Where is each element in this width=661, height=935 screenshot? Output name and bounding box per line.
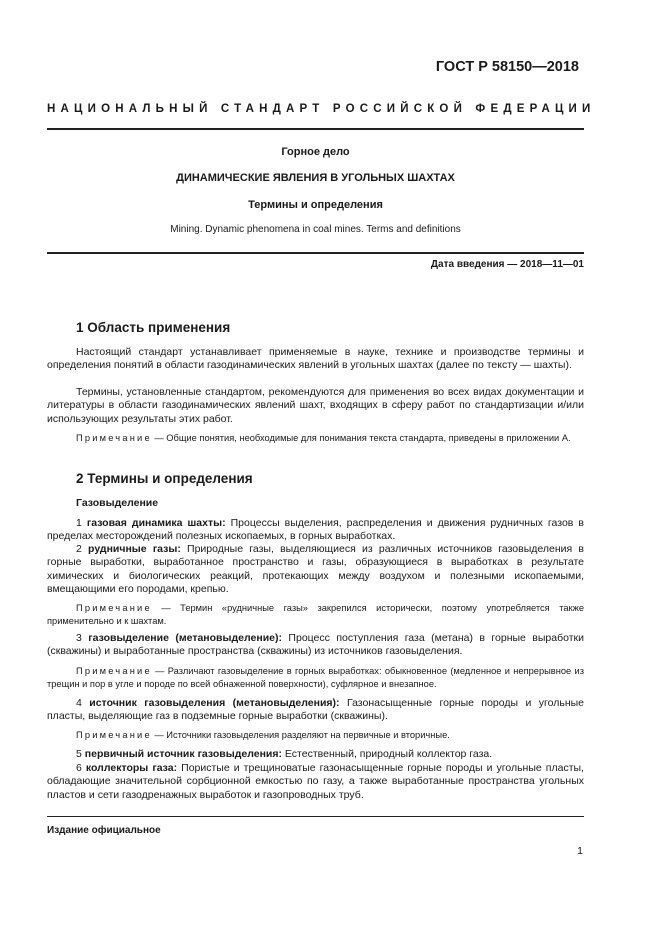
term-6-term: коллекторы газа: <box>85 762 178 774</box>
note-text: — Источники газовыделения разделяют на первичные и вторичные. <box>151 730 450 740</box>
document-subject: Горное дело <box>281 146 350 158</box>
term-1-term: газовая динамика шахты: <box>86 517 226 529</box>
term-1-number: 1 <box>76 517 87 529</box>
note-label: Примечание <box>76 433 152 443</box>
introduction-date: Дата введения — 2018—11—01 <box>430 259 584 270</box>
term-2-note <box>47 602 584 629</box>
term-3-definition: Процесс поступления газа (метана) в горные выработки (скважины) и выработанные пространства (скважины) из источников газовыделения. <box>47 632 585 658</box>
term-6-number: 6 <box>76 762 86 774</box>
note-text: — Термин «рудничные газы» закрепился исторически, поэтому употребляется также применительно и к шахтам. <box>47 603 584 627</box>
term-5-term: первичный источник газовыделения: <box>84 748 282 760</box>
note-text: — Различают газовыделение в горных выработках: обыкновенное (медленное и непрерывное из трещин и пор в угле и породе по всей обнаженной поверхности), суфлярное и внезапное. <box>47 666 584 690</box>
document-code: ГОСТ Р 58150—2018 <box>435 59 579 75</box>
document-title-english: Mining. Dynamic phenomena in coal mines. Terms and definitions <box>170 224 461 235</box>
footer-divider <box>47 816 584 817</box>
section-1-paragraph-1-text: Настоящий стандарт устанавливает применяемые в науке, технике и производстве термины и определения понятий в области газодинамических явлений в угольных шахтах (далее по тексту — шахты). <box>47 346 584 372</box>
term-1-definition: Процессы выделения, распределения и движения рудничных газов в пределах месторождений полезных ископаемых, в горных выработках. <box>47 517 584 543</box>
note-label: Примечание <box>76 666 152 676</box>
term-3 <box>47 632 584 659</box>
document-title: ДИНАМИЧЕСКИЕ ЯВЛЕНИЯ В УГОЛЬНЫХ ШАХТАХ <box>176 172 455 184</box>
term-2 <box>47 543 584 596</box>
document-subtitle: Термины и определения <box>248 199 383 211</box>
page-number: 1 <box>577 845 583 857</box>
title-divider <box>47 252 584 254</box>
section-1-paragraph-2 <box>47 386 584 426</box>
term-2-term: рудничные газы: <box>88 543 181 555</box>
term-5-number: 5 <box>76 748 85 760</box>
term-group-heading: Газовыделение <box>76 497 159 509</box>
official-edition-label: Издание официальное <box>47 825 161 836</box>
term-5 <box>47 748 584 761</box>
note-label: Примечание <box>76 730 152 740</box>
term-4-note <box>47 729 584 742</box>
term-2-definition: Природные газы, выделяющиеся из различных источников газовыделения в горные выработки, выработанное пространство и газы, образующиеся в выработках в результате химических и биологических реакций, протекающих между воздухом и полезными ископаемыми, вмещающими его породами, крепью. <box>47 543 584 595</box>
header-divider <box>47 128 584 130</box>
section-1-heading: 1 Область применения <box>76 320 231 335</box>
note-label: Примечание <box>76 603 152 613</box>
national-standard-heading: НАЦИОНАЛЬНЫЙ СТАНДАРТ РОССИЙСКОЙ ФЕДЕРАЦИИ <box>47 103 596 115</box>
term-4-definition: Газонасыщенные горные породы и угольные пласты, выделяющие газ в подземные горные выработки (скважины). <box>47 697 584 723</box>
term-1 <box>47 517 584 544</box>
term-4-number: 4 <box>76 697 90 709</box>
section-1-paragraph-2-text: Термины, установленные стандартом, рекомендуются для применения во всех видах документации и литературы в области газодинамических явлений шахт, входящих в сферу работ по стандартизации и/или использующих результаты этих работ. <box>47 386 584 425</box>
term-3-number: 3 <box>76 632 89 644</box>
note-text: — Общие понятия, необходимые для понимания текста стандарта, приведены в приложении А. <box>151 433 571 443</box>
term-3-term: газовыделение (метановыделение): <box>88 632 282 644</box>
term-6 <box>47 762 584 802</box>
section-2-heading: 2 Термины и определения <box>76 471 253 486</box>
section-1-note <box>47 432 584 445</box>
term-6-definition: Пористые и трещиноватые газонасыщенные горные породы и угольные пласты, обладающие значительной сорбционной емкостью по газу, а также выработанные пространства угольных пластов и сети газодренажных выработок и газопроводных труб. <box>47 762 584 801</box>
term-4 <box>47 697 584 724</box>
term-4-term: источник газовыделения (метановыделения): <box>89 697 340 709</box>
term-5-definition: Естественный, природный коллектор газа. <box>282 748 493 760</box>
term-3-note <box>47 665 584 692</box>
term-2-number: 2 <box>76 543 89 555</box>
section-1-paragraph-1 <box>47 346 584 373</box>
